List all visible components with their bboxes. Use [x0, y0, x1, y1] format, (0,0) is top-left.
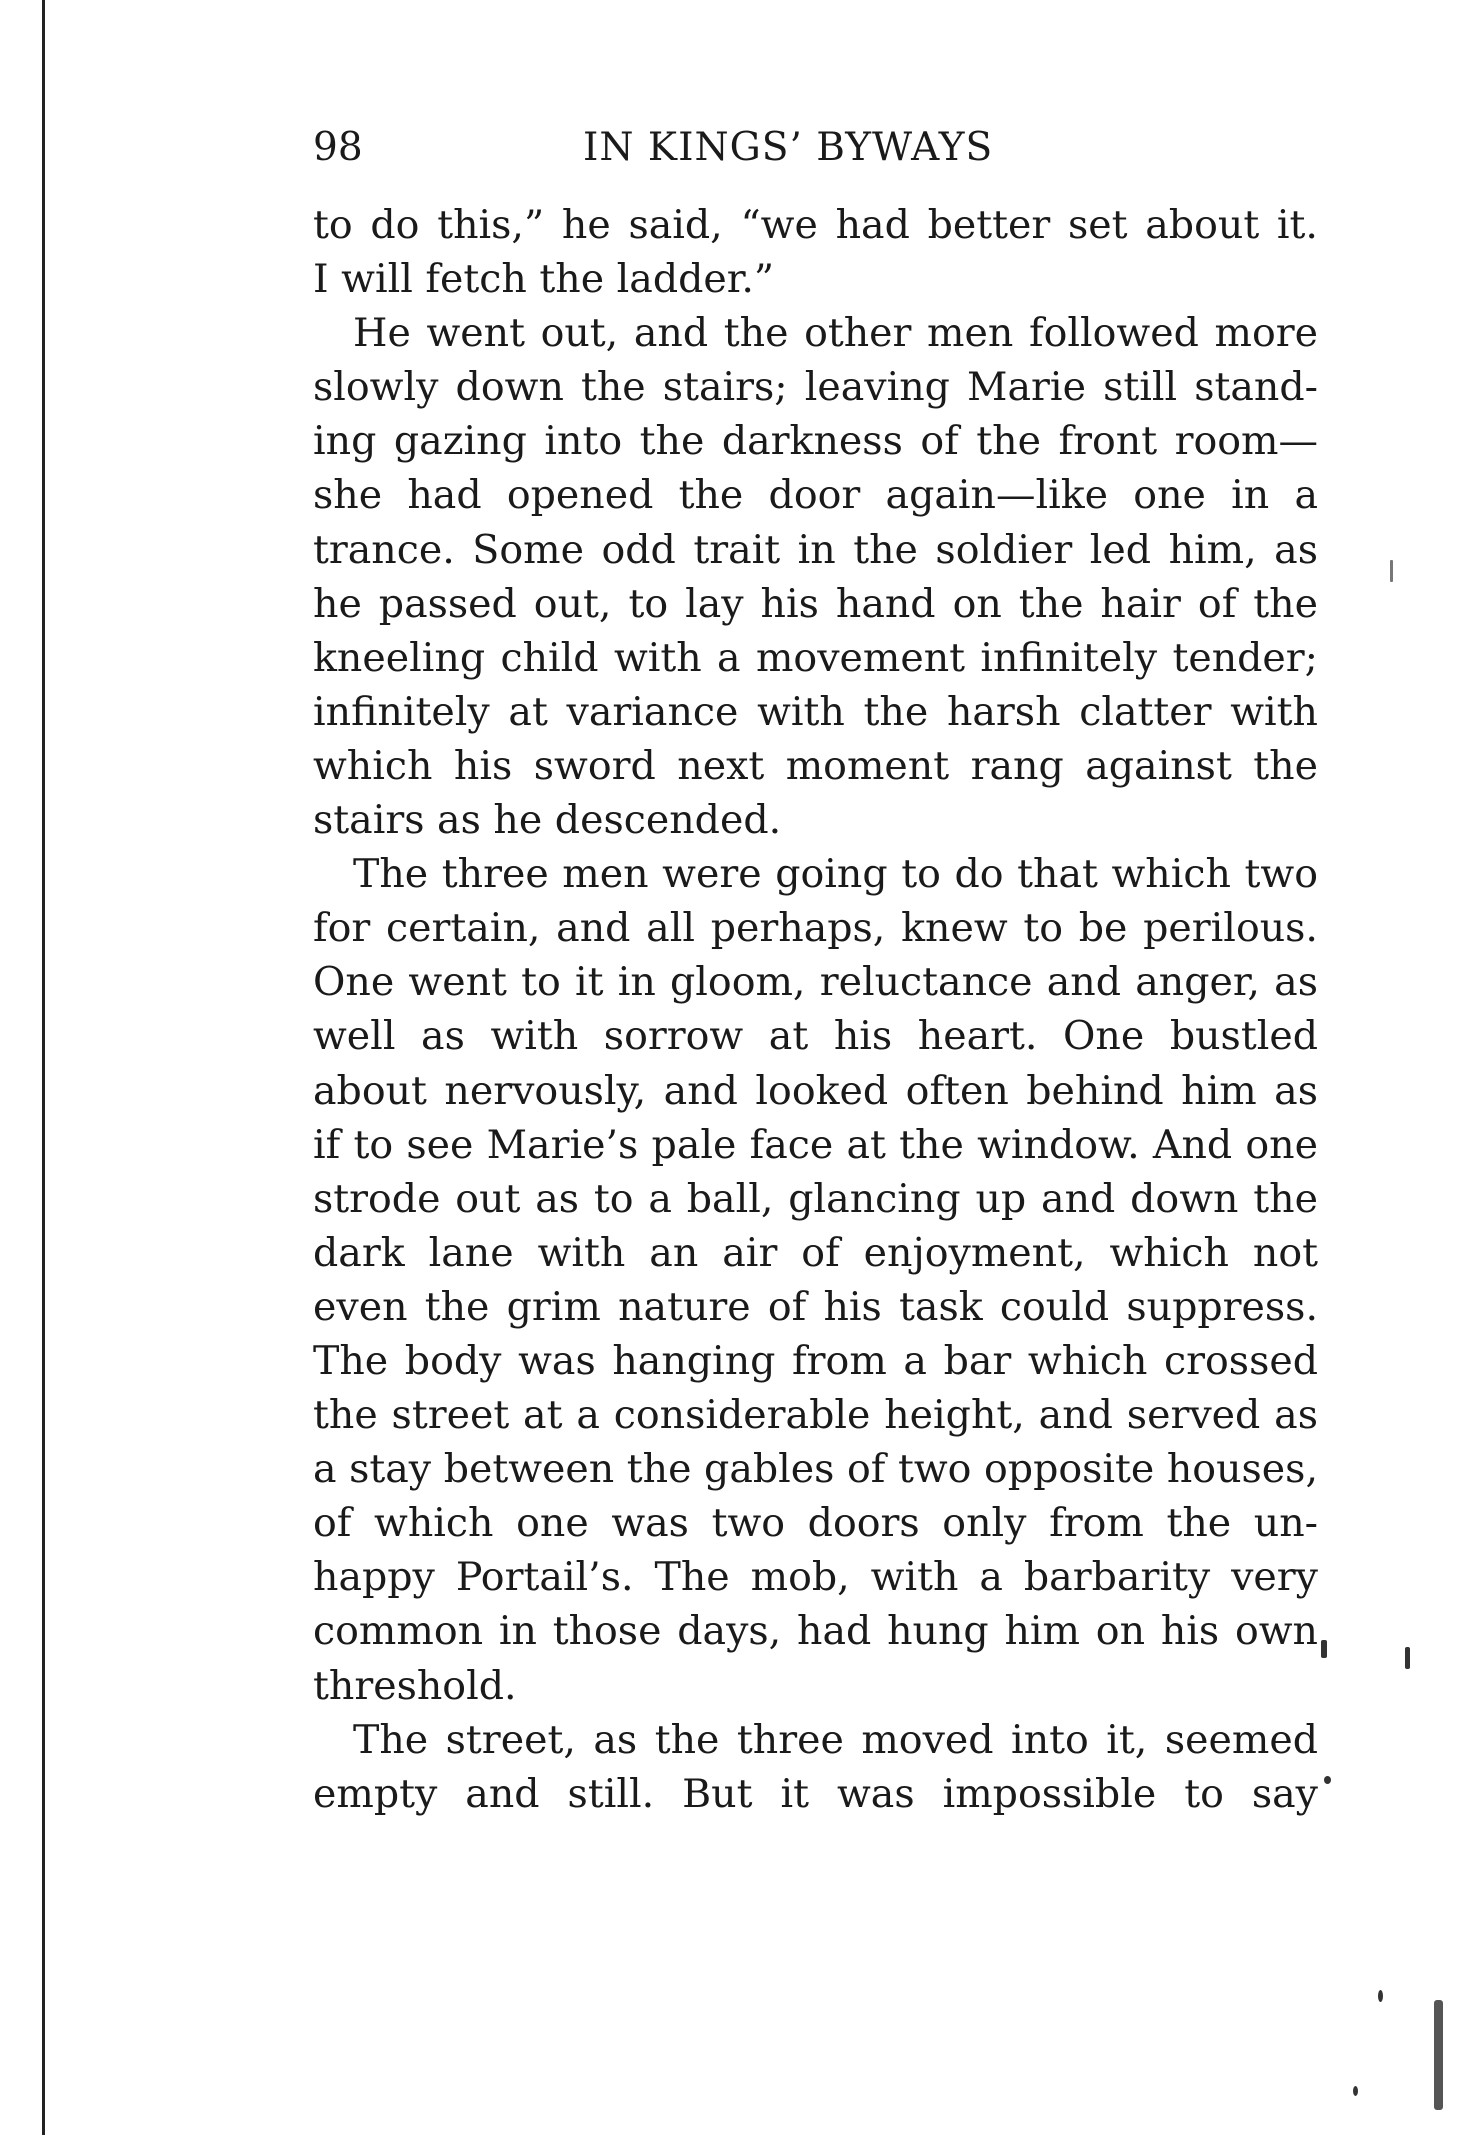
text-line: he passed out, to lay his hand on the hair of the: [313, 580, 1318, 627]
text-line: strode out as to a ball, glancing up and down the: [313, 1175, 1318, 1222]
text-line: kneeling child with a movement infinitely tender;: [313, 634, 1318, 681]
body-text: [313, 198, 1318, 1821]
binding-edge: [42, 0, 45, 2135]
text-line: ing gazing into the darkness of the front room—: [313, 418, 1318, 465]
text-line: a stay between the gables of two opposite houses,: [313, 1446, 1318, 1493]
text-line: The body was hanging from a bar which crossed: [313, 1337, 1318, 1384]
text-line: The three men were going to do that which two: [353, 851, 1318, 898]
text-line: stairs as he descended.: [313, 797, 782, 844]
text-line: if to see Marie’s pale face at the window. And one: [313, 1121, 1318, 1168]
text-line: trance. Some odd trait in the soldier led him, as: [313, 526, 1318, 573]
page-number: 98: [313, 125, 363, 170]
running-header: [313, 118, 1318, 178]
scan-speck: [1378, 1990, 1383, 2002]
running-title: IN KINGS’ BYWAYS: [583, 125, 994, 170]
text-line: threshold.: [313, 1662, 517, 1709]
text-line: of which one was two doors only from the un-: [313, 1500, 1318, 1547]
text-line: slowly down the stairs; leaving Marie still stand-: [313, 364, 1318, 411]
scan-speck: [1353, 2086, 1358, 2096]
text-line: infinitely at variance with the harsh clatter with: [313, 688, 1318, 735]
text-line: dark lane with an air of enjoyment, which not: [313, 1229, 1318, 1276]
text-line: she had opened the door again—like one in a: [313, 472, 1318, 519]
scan-speck: [1390, 560, 1393, 582]
text-line: to do this,” he said, “we had better set about it.: [313, 202, 1318, 248]
text-line: the street at a considerable height, and served as: [313, 1392, 1318, 1439]
text-line: which his sword next moment rang against the: [313, 742, 1318, 789]
text-line: One went to it in gloom, reluctance and anger, as: [313, 959, 1318, 1006]
text-line: happy Portail’s. The mob, with a barbarity very: [313, 1554, 1318, 1601]
text-line: He went out, and the other men followed more: [353, 310, 1318, 357]
text-line: about nervously, and looked often behind him as: [313, 1067, 1318, 1114]
text-line: The street, as the three moved into it, seemed: [353, 1716, 1318, 1763]
text-line: well as with sorrow at his heart. One bustled: [313, 1013, 1318, 1060]
text-line: for certain, and all perhaps, knew to be perilous.: [313, 905, 1318, 952]
scan-speck: [1434, 2000, 1443, 2110]
text-line: common in those days, had hung him on his own: [313, 1608, 1318, 1655]
text-line: even the grim nature of his task could suppress.: [313, 1283, 1318, 1330]
text-line: I will fetch the ladder.”: [313, 256, 775, 303]
scan-speck: [1405, 1647, 1410, 1669]
scan-speck: [1321, 1640, 1327, 1658]
text-line: empty and still. But it was impossible to say: [313, 1770, 1318, 1817]
scan-speck: [1324, 1776, 1331, 1784]
